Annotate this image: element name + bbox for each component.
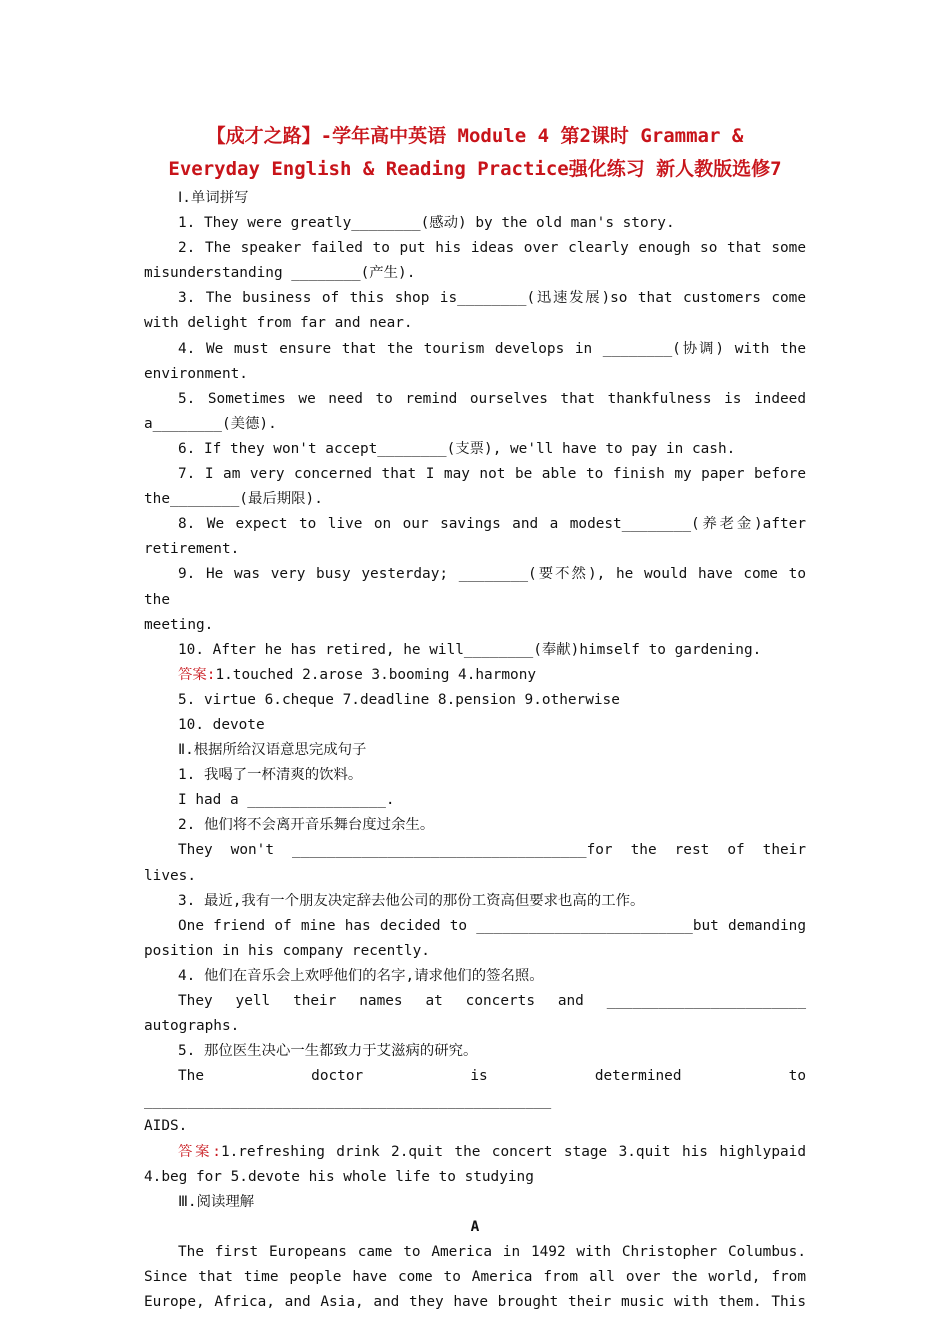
sentence-5-chinese: 5. 那位医生决心一生都致力于艾滋病的研究。 bbox=[178, 1043, 478, 1060]
sentence-3-english-line-1: One friend of mine has decided to _________________________but demanding bbox=[178, 917, 806, 934]
section-heading-sentences: Ⅱ.根据所给汉语意思完成句子 bbox=[178, 742, 367, 759]
question-1: 1. They were greatly________(感动) by the old man's story. bbox=[178, 215, 675, 232]
question-9-line-2: meeting. bbox=[144, 616, 214, 633]
question-8-line-2: retirement. bbox=[144, 541, 240, 558]
section-heading-vocabulary: Ⅰ.单词拼写 bbox=[178, 190, 249, 206]
answer-label-2: 答案: bbox=[178, 1143, 221, 1160]
sentence-3-english-line-2: position in his company recently. bbox=[144, 942, 430, 959]
document-page bbox=[144, 120, 806, 1315]
passage-line-3: Europe, Africa, and Asia, and they have brought their music with them. This bbox=[144, 1294, 806, 1311]
title-line-1: 【成才之路】-学年高中英语 Module 4 第2课时 Grammar & bbox=[206, 125, 744, 147]
answer-line-1: 1.touched 2.arose 3.booming 4.harmony bbox=[215, 666, 537, 683]
sentence-4-chinese: 4. 他们在音乐会上欢呼他们的名字,请求他们的签名照。 bbox=[178, 967, 544, 984]
question-7-line-2: the________(最后期限). bbox=[144, 491, 323, 508]
answer-2-line-2: 4.beg for 5.devote his whole life to studying bbox=[144, 1168, 534, 1185]
sentence-5-english-line-1: The doctor is determined to _______________________________________________ bbox=[144, 1068, 806, 1110]
answer-key-vocabulary bbox=[144, 663, 806, 688]
title-line-2: Everyday English & Reading Practice强化练习 新人教版选修7 bbox=[168, 158, 782, 180]
answer-label: 答案: bbox=[178, 666, 216, 683]
question-2-line-1: 2. The speaker failed to put his ideas over clearly enough so that some bbox=[178, 240, 806, 257]
document-title bbox=[144, 120, 806, 186]
sentence-2-chinese: 2. 他们将不会离开音乐舞台度过余生。 bbox=[178, 817, 435, 834]
question-4-line-2: environment. bbox=[144, 365, 248, 382]
question-3-line-2: with delight from far and near. bbox=[144, 315, 413, 332]
section-heading-reading: Ⅲ.阅读理解 bbox=[178, 1193, 255, 1210]
answer-line-2: 5. virtue 6.cheque 7.deadline 8.pension 9.otherwise bbox=[178, 691, 620, 708]
question-6: 6. If they won't accept________(支票), we'll have to pay in cash. bbox=[178, 440, 736, 457]
passage-label: A bbox=[470, 1218, 480, 1235]
question-5-line-2: a________(美德). bbox=[144, 415, 277, 432]
sentence-4-english: They yell their names at concerts and _______________________ autographs. bbox=[144, 993, 806, 1035]
sentence-3-chinese: 3. 最近,我有一个朋友决定辞去他公司的那份工资高但要求也高的工作。 bbox=[178, 892, 645, 909]
passage-line-1: The first Europeans came to America in 1492 with Christopher Columbus. bbox=[178, 1243, 806, 1260]
question-8-line-1: 8. We expect to live on our savings and a modest________(养老金)after bbox=[178, 516, 806, 533]
answer-line-3: 10. devote bbox=[178, 716, 265, 733]
answer-key-sentences bbox=[144, 1140, 806, 1165]
sentence-1-chinese: 1. 我喝了一杯清爽的饮料。 bbox=[178, 767, 363, 784]
sentence-2-english: They won't __________________________________for the rest of their lives. bbox=[144, 842, 806, 884]
passage-line-2: Since that time people have come to America from all over the world, from bbox=[144, 1269, 806, 1286]
question-3-line-1: 3. The business of this shop is________(迅速发展)so that customers come bbox=[178, 290, 806, 307]
question-9-line-1: 9. He was very busy yesterday; ________(要不然), he would have come to the bbox=[144, 566, 806, 608]
answer-2-line-1: 1.refreshing drink 2.quit the concert stage 3.quit his highlypaid bbox=[220, 1143, 807, 1160]
sentence-5-english-line-2: AIDS. bbox=[144, 1118, 188, 1135]
sentence-1-english: I had a ________________. bbox=[178, 792, 395, 809]
question-5-line-1: 5. Sometimes we need to remind ourselves that thankfulness is indeed bbox=[178, 390, 806, 407]
question-10: 10. After he has retired, he will________(奉献)himself to gardening. bbox=[178, 641, 762, 658]
question-7-line-1: 7. I am very concerned that I may not be able to finish my paper before bbox=[178, 466, 806, 483]
question-4-line-1: 4. We must ensure that the tourism develops in ________(协调) with the bbox=[178, 340, 806, 357]
question-2-line-2: misunderstanding ________(产生). bbox=[144, 265, 416, 282]
